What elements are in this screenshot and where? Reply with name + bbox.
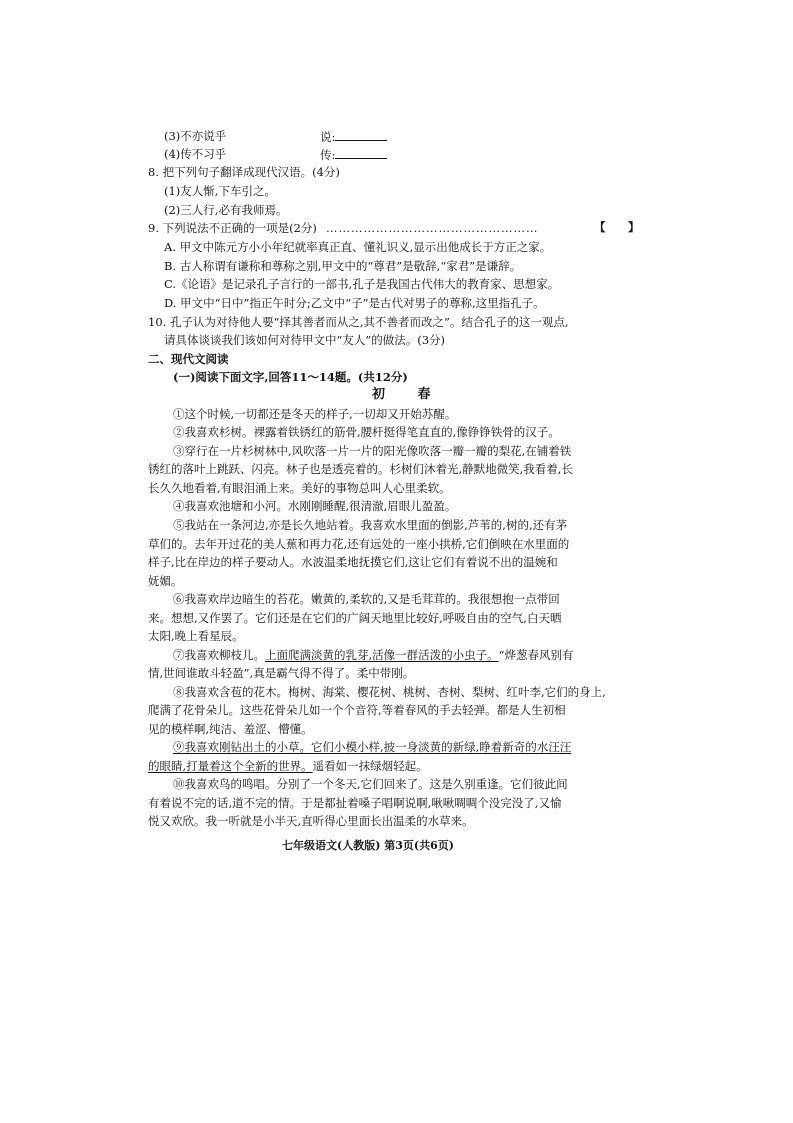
paragraph-7-line-2: 情,世间谁敢斗轻盈”,真是霸气得不得了。柔中带刚。 bbox=[148, 666, 415, 680]
reading-instructions: (一)阅读下面文字,回答11～14题。(共12分) bbox=[173, 370, 408, 384]
q9-stem: 9. 下列说法不正确的一项是(2分) bbox=[148, 221, 317, 235]
underlined-sentence: 它们小模小样,披一身淡黄的新绿, bbox=[311, 740, 480, 754]
paragraph-8-line-2: 爬满了花骨朵儿。这些花骨朵儿如一个个音符,等着春风的手去轻弹。都是人生初相 bbox=[148, 703, 566, 717]
paragraph-8-line-3: 见的模样啊,纯洁、羞涩、懵懂。 bbox=[148, 722, 313, 736]
underlined-sentence: ⑨我喜欢刚钻出土的小草。 bbox=[173, 740, 311, 754]
paragraph-10-line-3: 悦又欢欣。我一听就是小半天,直听得心里面长出温柔的水草来。 bbox=[148, 814, 474, 828]
q7-item4-answer bbox=[320, 147, 387, 162]
paragraph-8-line-1: ⑧我喜欢含苞的花木。梅树、海棠、樱花树、桃树、杏树、梨树、红叶李,它们的身上, bbox=[173, 685, 606, 699]
paragraph-3-line-1: ③穿行在一片杉树林中,风吹落一片一片的阳光像吹落一瓣一瓣的梨花,在铺着铁 bbox=[173, 444, 572, 458]
paragraph-3-line-3: 长久久地看着,有眼泪涌上来。美好的事物总叫人心里柔软。 bbox=[148, 481, 451, 495]
paragraph-9-text: 遥看如一抹绿烟轻起。 bbox=[312, 759, 428, 773]
paragraph-2: ②我喜欢杉树。裸露着铁锈红的筋骨,腰杆挺得笔直直的,像铮铮铁骨的汉子。 bbox=[173, 425, 560, 439]
q7-item4-phrase: (4)传不习乎 bbox=[164, 147, 227, 161]
page-footer: 七年级语文(人教版) 第3页(共6页) bbox=[282, 839, 454, 852]
answer-blank bbox=[335, 129, 387, 141]
q9-option-a: A. 甲文中陈元方小小年纪就率真正直、懂礼识义,显示出他成长于方正之家。 bbox=[164, 240, 552, 254]
q7-item3-phrase: (3)不亦说乎 bbox=[164, 129, 227, 143]
passage-title: 初 春 bbox=[372, 387, 445, 402]
q9-dots: …………………………………………… bbox=[326, 221, 539, 235]
paragraph-6-line-2: 来。想想,又作罢了。它们还是在它们的广阔天地里比较好,呼吸自由的空气,白天晒 bbox=[148, 611, 562, 625]
paragraph-5-line-1: ⑤我站在一条河边,亦是长久地站着。我喜欢水里面的倒影,芦苇的,树的,还有茅 bbox=[173, 518, 568, 532]
q8-stem: 8. 把下列句子翻译成现代汉语。(4分) bbox=[148, 165, 340, 179]
paragraph-9-line-1 bbox=[173, 740, 571, 754]
q9-option-c: C.《论语》是记录孔子言行的一部书,孔子是我国古代伟大的教育家、思想家。 bbox=[164, 277, 560, 291]
q9-option-b: B. 古人称谓有谦称和尊称之别,甲文中的“尊君”是敬辞,“家君”是谦辞。 bbox=[164, 259, 522, 273]
paragraph-5-line-3: 样子,比在岸边的样子要动人。水波温柔地抚摸它们,这让它们有着说不出的温婉和 bbox=[148, 555, 558, 569]
paragraph-6-line-1: ⑥我喜欢岸边暗生的苔花。嫩黄的,柔软的,又是毛茸茸的。我很想抱一点带回 bbox=[173, 592, 560, 606]
answer-blank bbox=[335, 147, 387, 159]
paragraph-9-line-2 bbox=[148, 759, 428, 773]
q7-item3-answer bbox=[320, 129, 387, 144]
paragraph-1: ①这个时候,一切都还是冬天的样子,一切却又开始苏醒。 bbox=[173, 407, 457, 421]
q8-sentence-2: (2)三人行,必有我师焉。 bbox=[164, 203, 288, 217]
paragraph-7-line-1 bbox=[173, 648, 574, 662]
paragraph-5-line-4: 妩媚。 bbox=[148, 574, 183, 588]
q9-answer-bracket-close: 】 bbox=[628, 220, 640, 234]
q10-line-2: 请具体谈谈我们该如何对待甲文中“友人”的做法。(3分) bbox=[164, 333, 446, 347]
paragraph-7-quote: “烨葱春风别有 bbox=[498, 648, 574, 662]
underlined-sentence: 的眼睛,打量着这个全新的世界。 bbox=[148, 759, 313, 773]
underlined-sentence: 上面爬满淡黄的乳芽,活像一群活泼的小虫子。 bbox=[265, 648, 499, 662]
q10-line-1: 10. 孔子认为对待他人要“择其善者而从之,其不善者而改之”。结合孔子的这一观点, bbox=[148, 315, 569, 329]
paragraph-4: ④我喜欢池塘和小河。水刚刚睡醒,很清澈,眉眼儿盈盈。 bbox=[173, 499, 457, 513]
paragraph-10-line-1: ⑩我喜欢鸟的鸣唱。分别了一个冬天,它们回来了。这是久别重逢。它们彼此间 bbox=[173, 777, 568, 791]
underlined-sentence: 睁着新奇的水汪汪 bbox=[479, 740, 572, 754]
q7-item3-key: 说: bbox=[320, 130, 336, 144]
section-heading: 二、现代文阅读 bbox=[148, 352, 229, 366]
paragraph-5-line-2: 草们的。去年开过花的美人蕉和再力花,还有远处的一座小拱桥,它们倒映在水里面的 bbox=[148, 537, 570, 551]
paragraph-10-line-2: 有着说不完的话,道不完的情。于是都扯着嗓子唱啊说啊,啾啾啁啁个没完没了,又愉 bbox=[148, 796, 562, 810]
q9-answer-bracket-open: 【 bbox=[594, 220, 606, 234]
paragraph-6-line-3: 太阳,晚上看星辰。 bbox=[148, 629, 244, 643]
paragraph-3-line-2: 锈红的落叶上跳跃、闪亮。林子也是透亮着的。杉树们沐着光,静默地微笑,我看着,长 bbox=[148, 462, 573, 476]
q7-item4-key: 传: bbox=[320, 148, 336, 162]
paragraph-7-text: ⑦我喜欢柳枝儿。 bbox=[173, 648, 265, 662]
q9-option-d: D. 甲文中“日中”指正午时分;乙文中“子”是古代对男子的尊称,这里指孔子。 bbox=[164, 296, 545, 310]
q8-sentence-1: (1)友人惭,下车引之。 bbox=[164, 184, 276, 198]
